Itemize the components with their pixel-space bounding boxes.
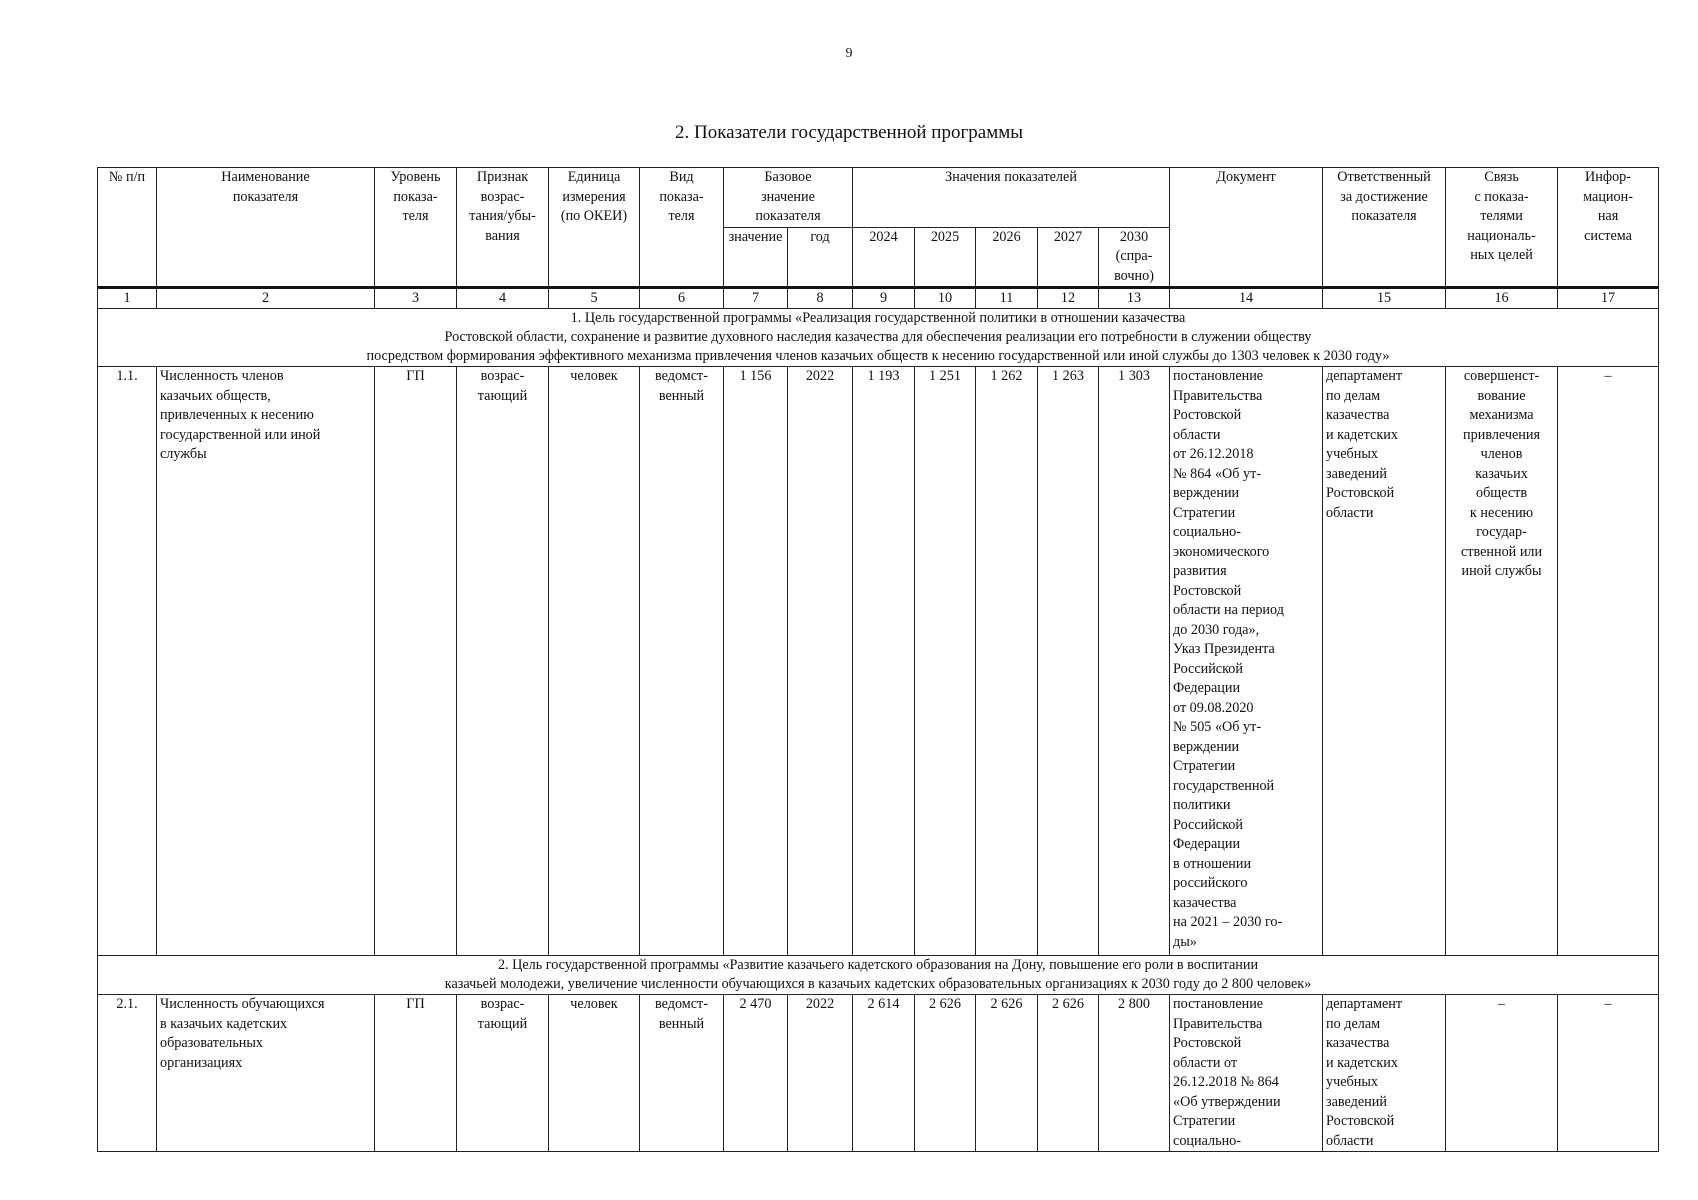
header-2025: 2025 [915,227,976,288]
base-year: 2022 [788,367,853,956]
header-num: № п/п [98,168,157,288]
column-number: 9 [853,288,915,309]
base-value: 2 470 [724,995,788,1152]
indicators-table [97,167,1659,1152]
column-number: 3 [375,288,457,309]
column-number: 1 [98,288,157,309]
table-row [98,995,1659,1152]
header-name: Наименование показателя [157,168,375,288]
value-2030: 2 800 [1099,995,1170,1152]
column-number: 2 [157,288,375,309]
responsible: департамент по делам казачества и кадетских учебных заведений Ростовской области [1323,995,1446,1152]
header-values: Значения показателей [853,168,1170,228]
row-num: 1.1. [98,367,157,956]
indicator-type: ведомст- венный [640,995,724,1152]
goal-1-text: 1. Цель государственной программы «Реализация государственной политики в отношении казачества Ростовской области, сохранение и развитие духовного наследия казачества для обеспечения реализации его потребности в служении обществу посредством формирования эффективного механизма привлечения членов казачьих обществ к несению государственной или иной службы до 1303 человек к 2030 году» [98,309,1659,367]
row-num: 2.1. [98,995,157,1152]
column-number: 16 [1446,288,1558,309]
header-info: Инфор- мацион- ная система [1558,168,1659,288]
base-value: 1 156 [724,367,788,956]
indicator-unit: человек [549,367,640,956]
value-2027: 2 626 [1038,995,1099,1152]
document-ref: постановление Правительства Ростовской области от 26.12.2018 № 864 «Об ут- верждении Стратегии социально- экономического развития Ростовской области на период до 2030 года», Указ Президента Российской Федерации от 09.08.2020 № 505 «Об ут- верждении Стратегии государственной политики Российской Федерации в отношении российского казачества на 2021 – 2030 го- ды» [1170,367,1323,956]
indicator-sign: возрас- тающий [457,367,549,956]
column-number: 14 [1170,288,1323,309]
header-resp: Ответственный за достижение показателя [1323,168,1446,288]
column-number: 15 [1323,288,1446,309]
column-number: 12 [1038,288,1099,309]
goal-row-1 [98,309,1659,367]
national-goals-link: – [1446,995,1558,1152]
value-2026: 2 626 [976,995,1038,1152]
goal-2-text: 2. Цель государственной программы «Развитие казачьего кадетского образования на Дону, повышение его роли в воспитании казачьей молодежи, увеличение численности обучающихся в казачьих кадетских образовательных организациях к 2030 году до 2 800 человек» [98,956,1659,995]
header-base: Базовое значение показателя [724,168,853,228]
column-number: 7 [724,288,788,309]
header-sign: Признак возрас- тания/убы- вания [457,168,549,288]
header-2030: 2030 (спра- вочно) [1099,227,1170,288]
national-goals-link: совершенст- вование механизма привлечения членов казачьих обществ к несению государ- ственной или иной службы [1446,367,1558,956]
page-number: 9 [845,46,853,61]
indicator-name: Численность обучающихся в казачьих кадетских образовательных организациях [157,995,375,1152]
column-number: 4 [457,288,549,309]
value-2026: 1 262 [976,367,1038,956]
header-level: Уровень показа- теля [375,168,457,288]
header-unit: Единица измерения (по ОКЕИ) [549,168,640,288]
column-number: 5 [549,288,640,309]
indicator-level: ГП [375,367,457,956]
column-number: 6 [640,288,724,309]
header-base-value: значение [724,227,788,288]
header-doc: Документ [1170,168,1323,288]
indicator-type: ведомст- венный [640,367,724,956]
responsible: департамент по делам казачества и кадетских учебных заведений Ростовской области [1323,367,1446,956]
indicator-unit: человек [549,995,640,1152]
header-type: Вид показа- теля [640,168,724,288]
indicator-name: Численность членов казачьих обществ, привлеченных к несению государственной или иной службы [157,367,375,956]
value-2024: 1 193 [853,367,915,956]
value-2025: 2 626 [915,995,976,1152]
table-row [98,367,1659,956]
column-number: 17 [1558,288,1659,309]
indicator-sign: возрас- тающий [457,995,549,1152]
section-title: 2. Показатели государственной программы [674,122,1024,143]
indicator-level: ГП [375,995,457,1152]
header-2024: 2024 [853,227,915,288]
column-numbers-row [98,288,1659,309]
value-2030: 1 303 [1099,367,1170,956]
column-number: 8 [788,288,853,309]
goal-row-2 [98,956,1659,995]
value-2024: 2 614 [853,995,915,1152]
base-year: 2022 [788,995,853,1152]
header-2027: 2027 [1038,227,1099,288]
column-number: 13 [1099,288,1170,309]
value-2027: 1 263 [1038,367,1099,956]
document-ref: постановление Правительства Ростовской области от 26.12.2018 № 864 «Об утверждении Стратегии социально- [1170,995,1323,1152]
value-2025: 1 251 [915,367,976,956]
header-base-year: год [788,227,853,288]
column-number: 10 [915,288,976,309]
header-link: Связь с показа- телями националь- ных целей [1446,168,1558,288]
column-number: 11 [976,288,1038,309]
header-2026: 2026 [976,227,1038,288]
info-system: – [1558,367,1659,956]
info-system: – [1558,995,1659,1152]
